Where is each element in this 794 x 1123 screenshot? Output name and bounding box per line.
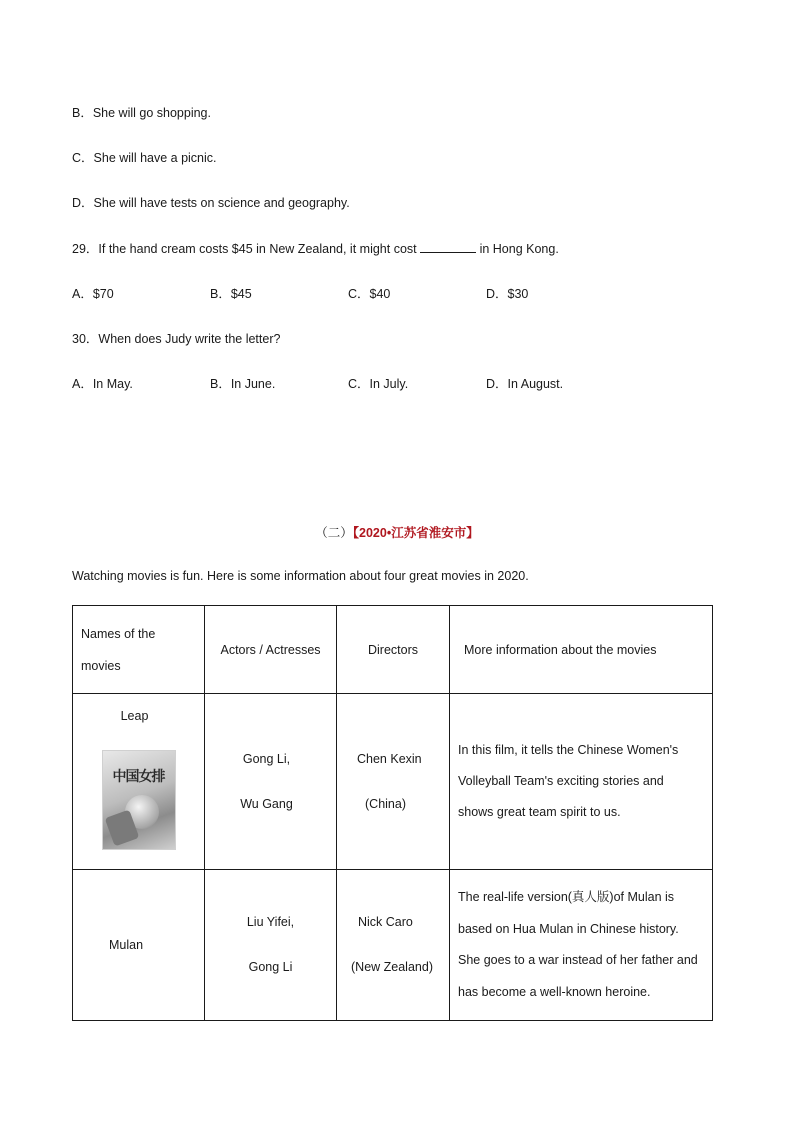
table-row (73, 694, 713, 870)
table-header-row (73, 606, 713, 694)
actor-2: Wu Gang (240, 796, 293, 811)
q30-option-c: C．In July. (348, 377, 409, 391)
movie-poster-image (102, 750, 176, 850)
header-directors: Directors (337, 606, 450, 694)
actor-1: Liu Yifei, (246, 915, 295, 929)
q30-stem: 30．When does Judy write the letter? (72, 332, 281, 346)
movie-name: Leap (120, 709, 149, 723)
q29-option-c: C．$40 (348, 287, 391, 301)
info-line-2: Volleyball Team's exciting stories and (458, 774, 664, 788)
info-cell (450, 870, 713, 1021)
movie-name-cell (73, 694, 205, 870)
q30-option-b: B．In June. (210, 377, 276, 391)
q29-option-d: D．$30 (486, 287, 529, 301)
info-line-1: In this film, it tells the Chinese Women's (458, 743, 679, 757)
q29-stem (72, 239, 559, 257)
info-line-4: has become a well-known heroine. (458, 984, 651, 999)
movies-table (72, 605, 713, 1021)
info-cell (450, 694, 713, 870)
q28-option-b: B．She will go shopping. (72, 106, 211, 120)
info-line-2: based on Hua Mulan in Chinese history. (458, 921, 679, 936)
q29-option-a: A．$70 (72, 287, 114, 301)
section-intro: Watching movies is fun. Here is some information about four great movies in 2020. (72, 569, 529, 583)
director-cell (337, 694, 450, 870)
header-names-line1: Names of the (81, 626, 156, 641)
poster-title: 中国女排 (112, 769, 165, 785)
table-row (73, 870, 713, 1021)
actor-1: Gong Li, (242, 751, 291, 766)
header-info: More information about the movies (450, 606, 713, 694)
section-prefix: （二） (315, 526, 353, 540)
q28-option-d: D．She will have tests on science and geography. (72, 196, 350, 210)
director-name: Chen Kexin (357, 751, 422, 766)
info-line-3: shows great team spirit to us. (458, 805, 621, 819)
header-actors: Actors / Actresses (205, 606, 337, 694)
director-country: (New Zealand) (351, 960, 433, 974)
q29-stem-after: in Hong Kong. (476, 242, 559, 256)
actors-cell (205, 870, 337, 1021)
q28-option-c: C．She will have a picnic. (72, 151, 217, 165)
movie-name: Mulan (109, 938, 144, 952)
q29-answer-blank (420, 242, 476, 253)
info-line-1: The real-life version(真人版)of Mulan is (458, 890, 675, 904)
header-names-line2: movies (81, 658, 121, 673)
q29-option-b: B．$45 (210, 287, 252, 301)
section-heading (0, 523, 794, 541)
director-cell (337, 870, 450, 1021)
info-line-3: She goes to a war instead of her father and (458, 953, 698, 967)
director-name: Nick Caro (358, 915, 413, 929)
header-names (73, 606, 205, 694)
section-source: 【2020•江苏省淮安市】 (352, 526, 479, 540)
director-country: (China) (365, 796, 406, 811)
q30-option-a: A．In May. (72, 377, 133, 391)
actor-2: Gong Li (248, 960, 293, 974)
q30-option-d: D．In August. (486, 377, 564, 391)
actors-cell (205, 694, 337, 870)
q29-stem-before: 29．If the hand cream costs $45 in New Zealand, it might cost (72, 242, 421, 256)
movie-name-cell (73, 870, 205, 1021)
